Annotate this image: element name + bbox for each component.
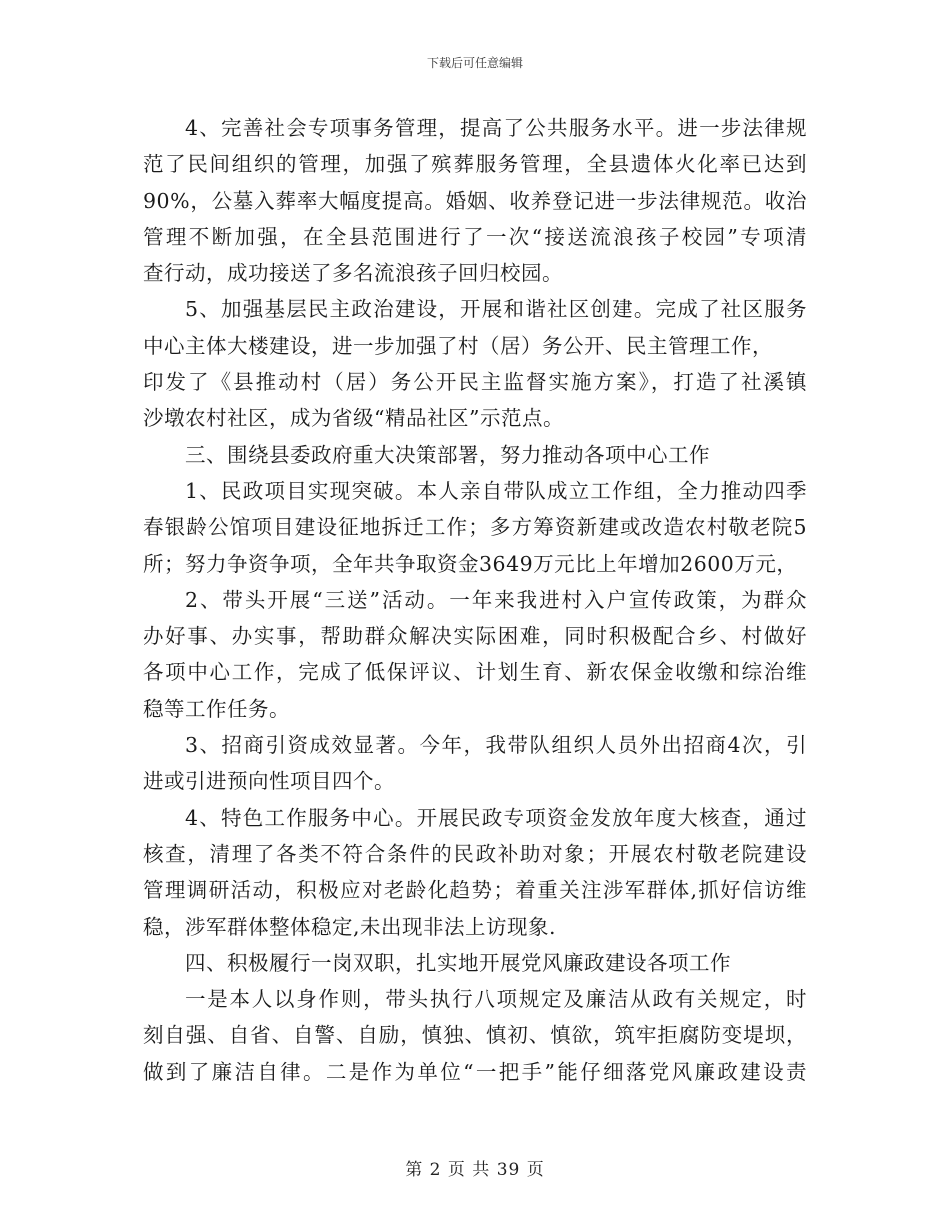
text-line: 查行动，成功接送了多名流浪孩子回归校园。	[143, 261, 563, 286]
text-line: 管理不断加强，在全县范围进行了一次“接送流浪孩子校园”专项清	[143, 224, 807, 249]
text-line: 春银龄公馆项目建设征地拆迁工作；多方筹资新建或改造农村敬老院5	[143, 515, 807, 540]
text-line: 范了民间组织的管理，加强了殡葬服务管理，全县遗体火化率已达到	[143, 152, 807, 177]
text-line: 四、积极履行一岗双职，扎实地开展党风廉政建设各项工作	[185, 950, 731, 975]
text-line: 做到了廉洁自律。二是作为单位“一把手”能仔细落党风廉政建设责	[143, 1059, 807, 1084]
text-line: 中心主体大楼建设，进一步加强了村（居）务公开、民主管理工作，	[143, 333, 773, 358]
text-line: 所；努力争资争项，全年共争取资金3649万元比上年增加2600万元，	[143, 551, 798, 576]
text-line: 90%，公墓入葬率大幅度提高。婚姻、收养登记进一步法律规范。收治	[143, 188, 807, 213]
text-line: 沙墩农村社区，成为省级“精品社区”示范点。	[143, 406, 564, 431]
page-number-footer: 第 2 页 共 39 页	[405, 1160, 545, 1180]
text-line: 3、招商引资成效显著。今年，我带队组织人员外出招商4次，引	[185, 733, 807, 758]
text-line: 4、特色工作服务中心。开展民政专项资金发放年度大核查，通过	[185, 805, 807, 830]
document-body	[143, 110, 807, 1090]
text-line: 核查，清理了各类不符合条件的民政补助对象；开展农村敬老院建设	[143, 841, 807, 866]
text-line: 刻自强、自省、自警、自励，慎独、慎初、慎欲，筑牢拒腐防变堤坝，	[143, 1023, 807, 1048]
text-line: 1、民政项目实现突破。本人亲自带队成立工作组，全力推动四季	[185, 478, 807, 503]
text-line: 办好事、办实事，帮助群众解决实际困难，同时积极配合乡、村做好	[143, 624, 807, 649]
text-line: 进或引进预向性项目四个。	[143, 769, 395, 794]
text-line: 管理调研活动，积极应对老龄化趋势；着重关注涉军群体,抓好信访维	[143, 878, 807, 903]
text-line: 2、带头开展“三送”活动。一年来我进村入户宣传政策，为群众	[185, 587, 807, 612]
text-line: 稳，涉军群体整体稳定,未出现非法上访现象.	[143, 914, 557, 939]
text-line: 各项中心工作，完成了低保评议、计划生育、新农保金收缴和综治维	[143, 660, 807, 685]
text-line: 印发了《县推动村（居）务公开民主监督实施方案》，打造了社溪镇	[143, 370, 807, 395]
text-line: 5、加强基层民主政治建设，开展和谐社区创建。完成了社区服务	[185, 297, 807, 322]
text-line: 4、完善社会专项事务管理，提高了公共服务水平。进一步法律规	[185, 116, 807, 140]
text-line: 一是本人以身作则，带头执行八项规定及廉洁从政有关规定，时	[185, 987, 807, 1012]
text-line: 稳等工作任务。	[143, 696, 290, 721]
text-line: 三、围绕县委政府重大决策部署，努力推动各项中心工作	[185, 442, 710, 467]
page-header-note: 下载后可任意编辑	[426, 56, 523, 70]
